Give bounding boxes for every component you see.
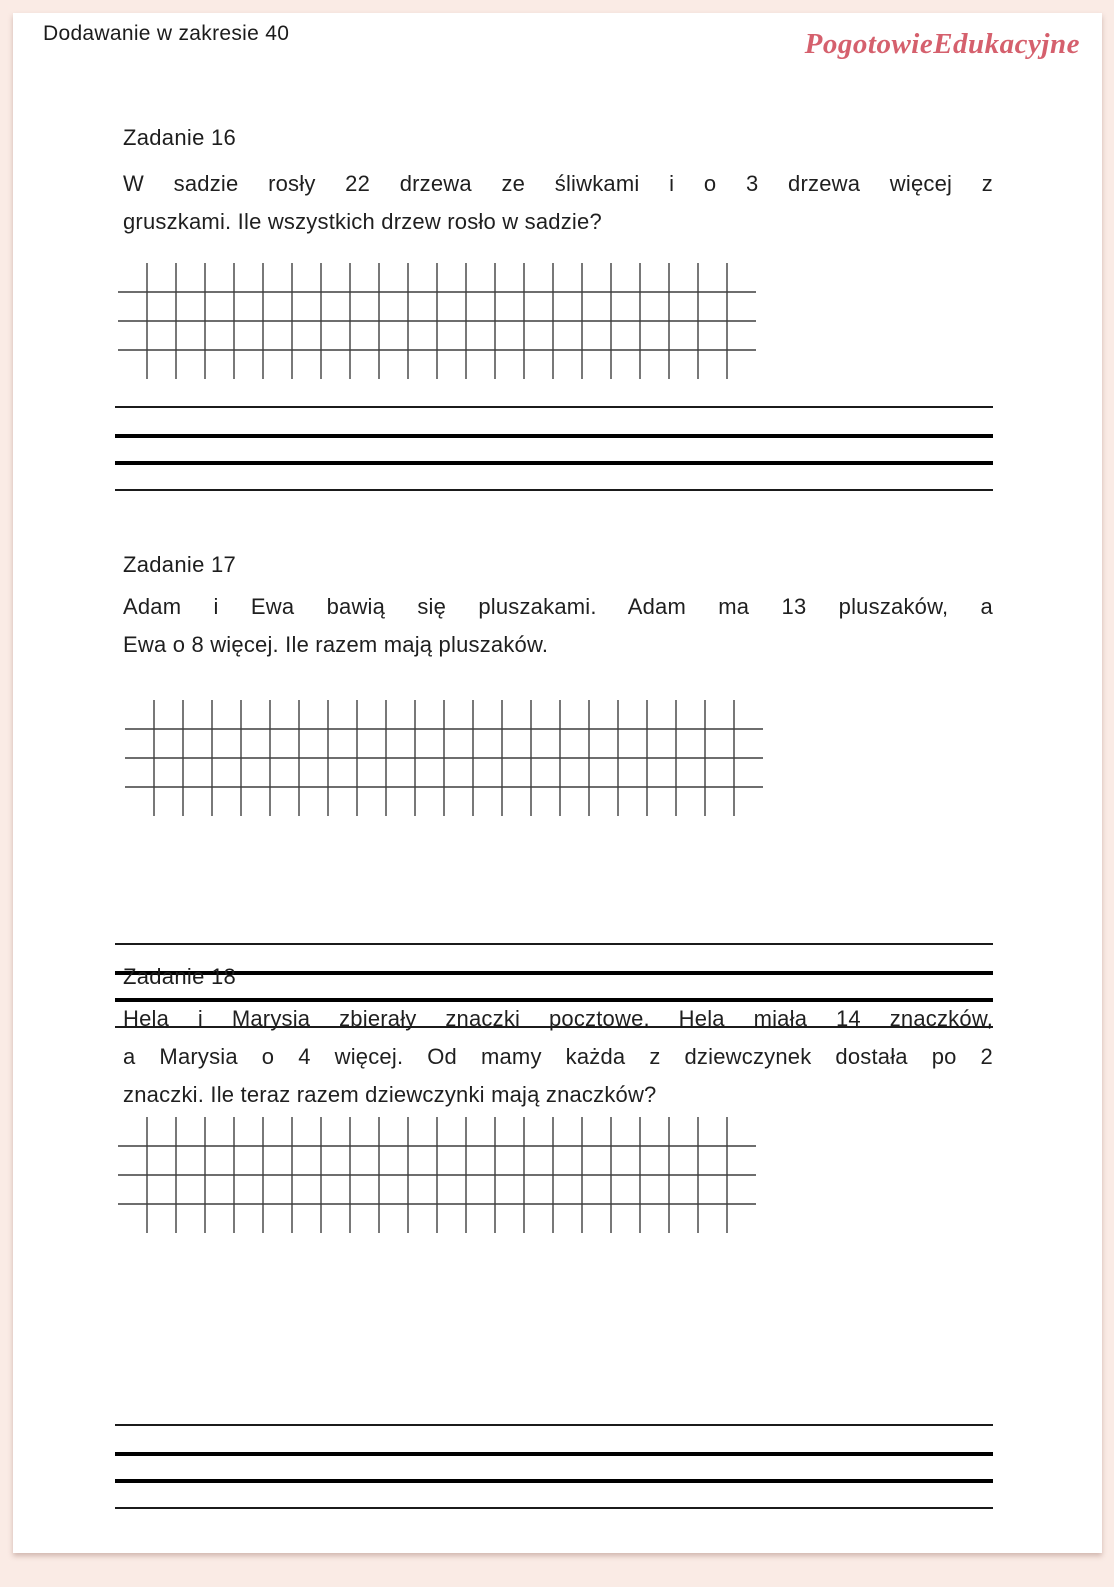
task-16-answer-lines: [115, 406, 993, 496]
body-text-line: Ewa o 8 więcej. Ile razem mają pluszaków.: [123, 632, 549, 657]
answer-rule-thin: [115, 406, 993, 408]
answer-rule-thick: [115, 1452, 993, 1456]
task-16-body: [123, 165, 993, 241]
body-text-line: Hela i Marysia zbierały znaczki pocztowe. Hela miała 14 znaczków,: [123, 1006, 993, 1031]
body-text-line: znaczki. Ile teraz razem dziewczynki mają znaczków?: [123, 1082, 657, 1107]
task-18-answer-lines: [115, 1424, 993, 1514]
grid-lines: [125, 700, 763, 816]
answer-rule-thick: [115, 461, 993, 465]
task-16-calc-grid: [118, 263, 988, 379]
answer-rule-thick: [115, 1479, 993, 1483]
task-16-title: Zadanie 16: [123, 125, 237, 150]
body-text-line: Adam i Ewa bawią się pluszakami. Adam ma 13 pluszaków, a: [123, 594, 993, 619]
grid-lines: [118, 263, 756, 379]
brand-logo: PogotowieEdukacyjne: [804, 28, 1080, 60]
task-18-body: [123, 1000, 993, 1114]
task-17-title: Zadanie 17: [123, 552, 237, 577]
answer-rule-thin: [115, 1507, 993, 1509]
answer-rule-thick: [115, 434, 993, 438]
task-18-title: Zadanie 18: [123, 964, 237, 989]
page-title: Dodawanie w zakresie 40: [43, 22, 290, 45]
task-17-body: [123, 588, 993, 664]
grid-lines: [118, 1117, 756, 1233]
answer-rule-thin: [115, 1424, 993, 1426]
answer-rule-thin: [115, 489, 993, 491]
worksheet-page: [13, 13, 1102, 1553]
body-text-line: gruszkami. Ile wszystkich drzew rosło w sadzie?: [123, 209, 602, 234]
body-text-line: W sadzie rosły 22 drzewa ze śliwkami i o 3 drzewa więcej z: [123, 171, 993, 196]
worksheet-background: [0, 13, 1114, 1587]
task-18-calc-grid: [118, 1117, 988, 1233]
task-17-calc-grid: [125, 700, 995, 816]
body-text-line: a Marysia o 4 więcej. Od mamy każda z dziewczynek dostała po 2: [123, 1044, 993, 1069]
answer-rule-thin: [115, 943, 993, 945]
